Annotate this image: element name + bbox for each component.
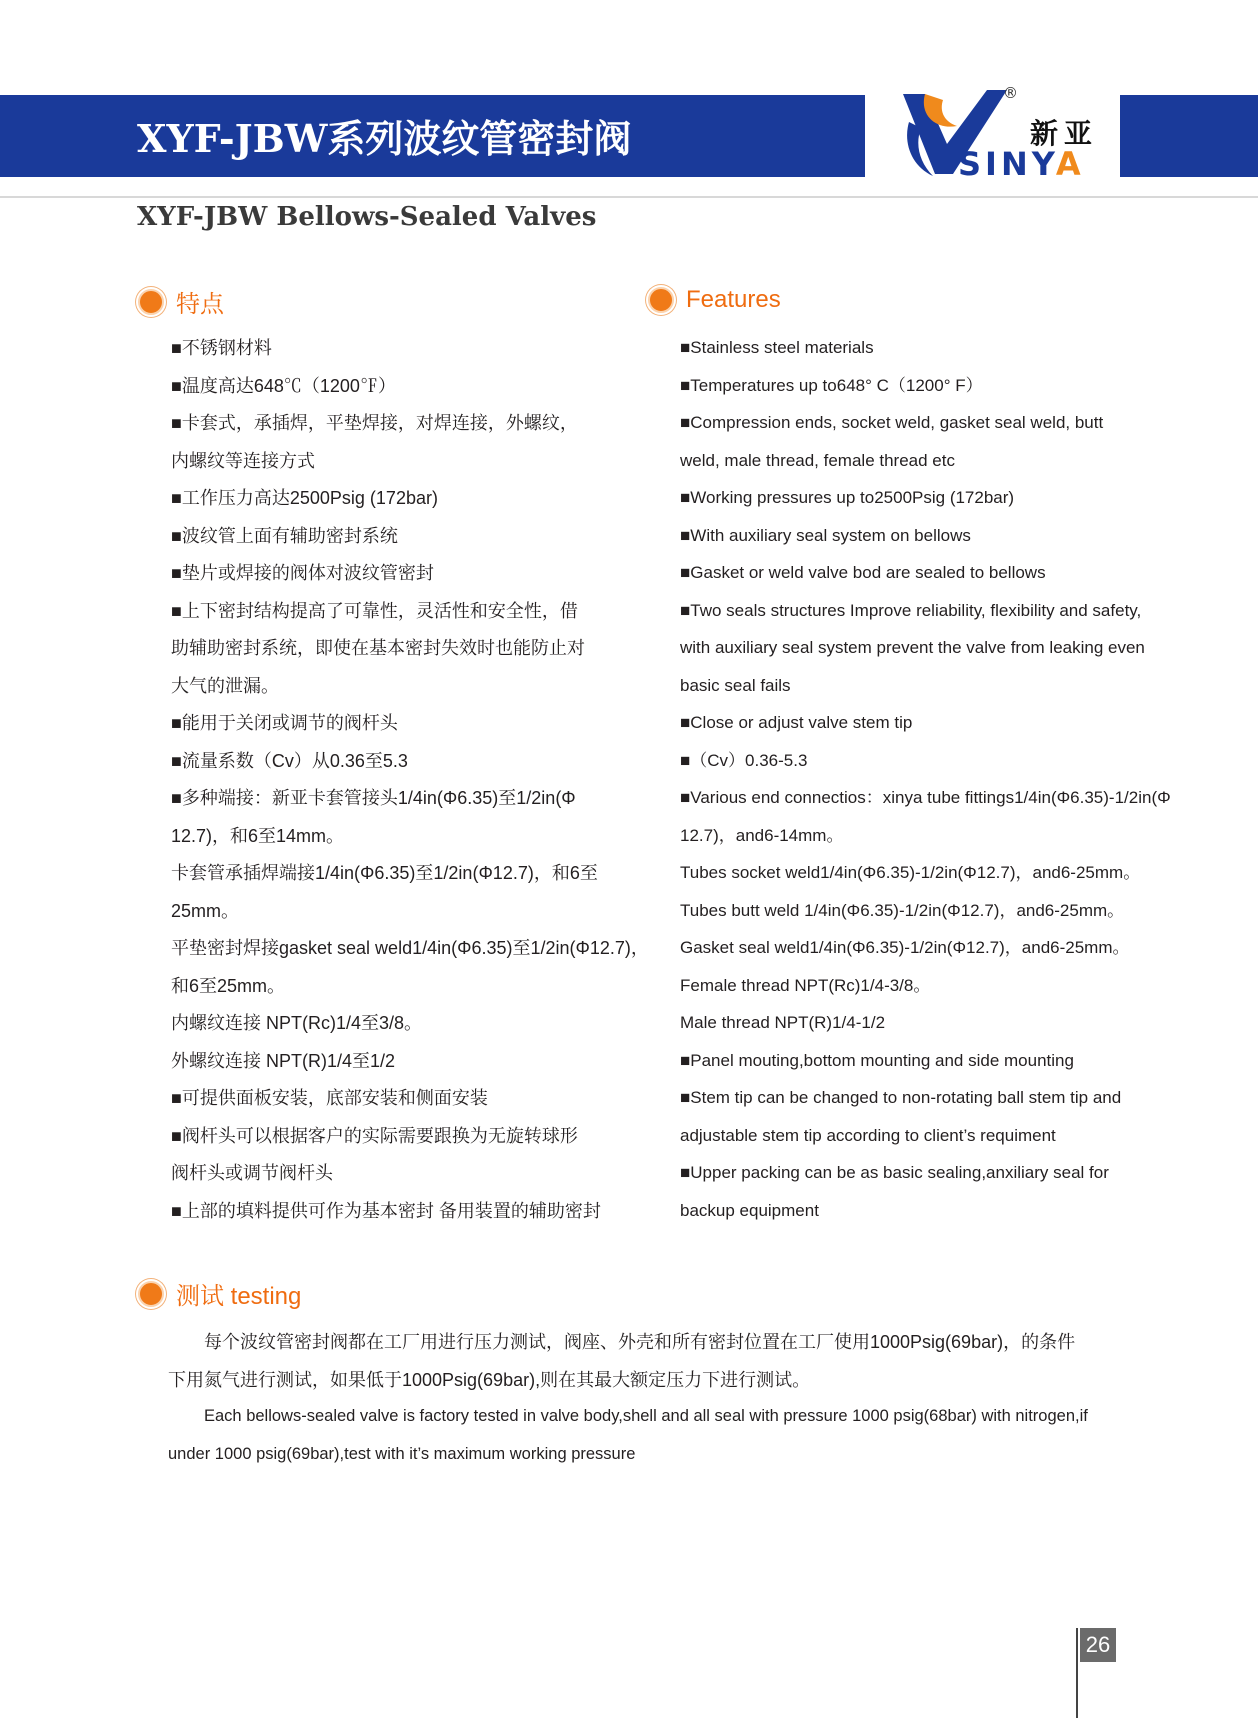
list-item: ■Upper packing can be as basic sealing,anxiliary seal for xyxy=(680,1163,1109,1182)
list-item: ■上部的填料提供可作为基本密封 备用装置的辅助密封 xyxy=(171,1200,601,1221)
list-item: ■工作压力高达2500Psig (172bar) xyxy=(171,488,438,508)
list-item: ■不锈钢材料 xyxy=(171,338,272,358)
list-item: ■Two seals structures Improve reliability, flexibility and safety, xyxy=(680,600,1142,620)
list-item: ■可提供面板安装，底部安装和侧面安装 xyxy=(171,1088,488,1108)
list-item: ■多种端接：新亚卡套管接头1/4in(Φ6.35)至1/2in(Φ xyxy=(171,788,576,808)
list-item: ■温度高达648℃（1200℉） xyxy=(171,375,396,396)
list-item: with auxiliary seal system prevent the valve from leaking even xyxy=(680,638,1145,657)
list-item: ■波纹管上面有辅助密封系统 xyxy=(171,525,398,546)
list-item: adjustable stem tip according to client’s requiment xyxy=(680,1125,1056,1145)
list-item: ■With auxiliary seal system on bellows xyxy=(680,525,971,545)
list-item: ■流量系数（Cv）从0.36至5.3 xyxy=(171,750,408,771)
testing-title: 测试 testing xyxy=(176,1283,302,1310)
list-item: ■Stem tip can be changed to non-rotating ball stem tip and xyxy=(680,1088,1122,1107)
logo-name-en xyxy=(958,145,1085,183)
features-cn-heading xyxy=(138,284,224,319)
list-item: Tubes socket weld1/4in(Φ6.35)-1/2in(Φ12.7)，and6-25mm。 xyxy=(680,863,1141,882)
list-item: ■能用于关闭或调节的阀杆头 xyxy=(171,713,398,733)
list-item: 助辅助密封系统，即使在基本密封失效时也能防止对 xyxy=(171,638,585,658)
features-cn-title: 特点 xyxy=(176,291,224,318)
list-item: ■Working pressures up to2500Psig (172bar) xyxy=(680,488,1015,507)
list-item: Gasket seal weld1/4in(Φ6.35)-1/2in(Φ12.7)，and6-25mm。 xyxy=(680,938,1130,957)
features-en-list xyxy=(680,329,1171,1229)
list-item: ■（Cv）0.36-5.3 xyxy=(680,750,808,770)
header-banner-right xyxy=(1120,95,1258,177)
list-item: backup equipment xyxy=(680,1200,819,1220)
orange-bullet-icon xyxy=(648,287,674,313)
list-item: ■Panel mouting,bottom mounting and side mounting xyxy=(680,1050,1074,1070)
features-en-title: Features xyxy=(686,286,781,313)
list-item: 25mm。 xyxy=(171,900,240,921)
testing-paragraph-cn xyxy=(168,1323,1128,1399)
list-item: 内螺纹连接 NPT(Rc)1/4至3/8。 xyxy=(171,1013,423,1033)
list-item: weld, male thread, female thread etc xyxy=(680,450,955,470)
list-item: basic seal fails xyxy=(680,675,791,695)
testing-paragraph-en xyxy=(168,1397,1128,1473)
list-item: ■Gasket or weld valve bod are sealed to bellows xyxy=(680,563,1046,582)
header-divider xyxy=(0,196,1258,198)
list-item: ■Various end connectios：xinya tube fittings1/4in(Φ6.35)-1/2in(Φ xyxy=(680,788,1171,807)
page-title-en: XYF-JBW Bellows-Sealed Valves xyxy=(137,202,597,232)
list-item: ■Stainless steel materials xyxy=(680,338,874,357)
list-item: 外螺纹连接 NPT(R)1/4至1/2 xyxy=(171,1050,396,1071)
page-title-cn: XYF-JBW系列波纹管密封阀 xyxy=(137,116,632,161)
list-item: ■Compression ends, socket weld, gasket seal weld, butt xyxy=(680,413,1104,432)
list-item: 平垫密封焊接gasket seal weld1/4in(Φ6.35)至1/2in(Φ12.7)， xyxy=(171,938,649,958)
page-number-rule xyxy=(1076,1628,1078,1718)
list-item: 和6至25mm。 xyxy=(171,975,286,996)
list-item: 大气的泄漏。 xyxy=(171,675,279,696)
list-item: ■Temperatures up to648° C（1200° F） xyxy=(680,375,983,395)
registered-mark: ® xyxy=(1003,84,1018,102)
paragraph-line: under 1000 psig(69bar),test with it’s maximum working pressure xyxy=(168,1445,636,1463)
paragraph-line: 下用氮气进行测试，如果低于1000Psig(69bar),则在其最大额定压力下进行测试。 xyxy=(168,1370,811,1390)
paragraph-line: 每个波纹管密封阀都在工厂用进行压力测试，阀座、外壳和所有密封位置在工厂使用1000Psig(69bar)，的条件 xyxy=(204,1332,1076,1352)
list-item: ■垫片或焊接的阀体对波纹管密封 xyxy=(171,563,434,583)
list-item: ■卡套式，承插焊，平垫焊接，对焊连接，外螺纹， xyxy=(171,413,578,433)
list-item: 卡套管承插焊端接1/4in(Φ6.35)至1/2in(Φ12.7)，和6至 xyxy=(171,863,598,883)
orange-bullet-icon xyxy=(138,289,164,315)
list-item: Male thread NPT(R)1/4-1/2 xyxy=(680,1013,886,1032)
page-number: 26 xyxy=(1080,1628,1116,1662)
list-item: Tubes butt weld 1/4in(Φ6.35)-1/2in(Φ12.7)，and6-25mm。 xyxy=(680,900,1125,920)
features-cn-list xyxy=(171,330,649,1230)
paragraph-line: Each bellows-sealed valve is factory tested in valve body,shell and all seal with pressure 1000 psig(68bar) with nitrogen,if xyxy=(204,1407,1088,1425)
list-item: 阀杆头或调节阀杆头 xyxy=(171,1163,333,1183)
list-item: Female thread NPT(Rc)1/4-3/8。 xyxy=(680,975,931,995)
list-item: ■阀杆头可以根据客户的实际需要跟换为无旋转球形 xyxy=(171,1125,578,1146)
list-item: 内螺纹等连接方式 xyxy=(171,450,315,471)
list-item: ■上下密封结构提高了可靠性，灵活性和安全性，借 xyxy=(171,600,578,621)
logo-name-en-main: SINY xyxy=(958,145,1056,183)
list-item: ■Close or adjust valve stem tip xyxy=(680,713,913,732)
logo-name-cn: 新亚 xyxy=(1030,117,1099,150)
logo-name-en-accent: A xyxy=(1055,145,1085,183)
list-item: 12.7)，and6-14mm。 xyxy=(680,825,844,845)
list-item: 12.7)，和6至14mm。 xyxy=(171,825,345,846)
orange-bullet-icon xyxy=(138,1281,164,1307)
testing-heading xyxy=(138,1276,301,1311)
features-en-heading xyxy=(648,286,781,314)
